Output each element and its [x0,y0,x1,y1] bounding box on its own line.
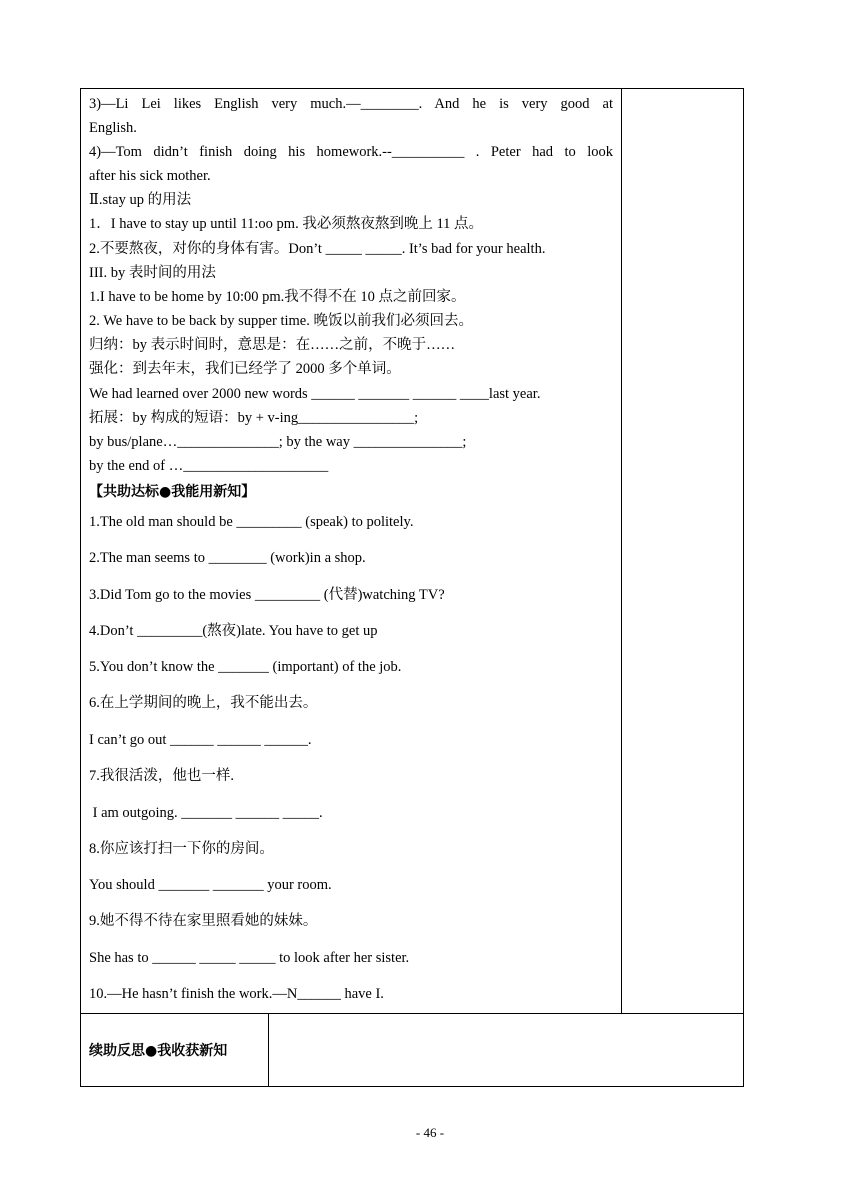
text-line: 归纳：by 表示时间时，意思是：在……之前，不晚于…… [89,337,456,353]
text-line: 强化：到去年末，我们已经学了 2000 多个单词。 [89,361,401,377]
exercise-item: I am outgoing. _______ ______ _____. [89,805,323,821]
text-line: 2.不要熬夜，对你的身体有害。Don’t _____ _____. It’s bad for your health. [89,241,546,257]
exercise-item: 7.我很活泼，他也一样. [89,768,234,784]
text-line: after his sick mother. [89,168,211,184]
exercise-item: 5.You don’t know the _______ (important) of the job. [89,659,402,675]
notes-column [622,89,743,1013]
exercise-item: 1.The old man should be _________ (speak) to politely. [89,514,414,530]
exercise-item: You should _______ _______ your room. [89,877,332,893]
reflection-area [269,1014,743,1086]
reflection-label: 续助反思●我收获新知 [81,1014,269,1086]
exercise-item: 2.The man seems to ________ (work)in a shop. [89,550,366,566]
text-line: 4)—Tom didn’t finish doing his homework.--__________ . Peter had to look [89,144,613,160]
text-line: by bus/plane…______________; by the way _______________; [89,434,467,450]
text-line: 2. We have to be back by supper time. 晚饭以前我们必须回去。 [89,313,473,329]
exercise-item: She has to ______ _____ _____ to look after her sister. [89,950,410,966]
exercise-item: 10.—He hasn’t finish the work.—N______ have I. [89,986,384,1002]
text-line: Ⅱ.stay up 的用法 [89,192,192,208]
text-line: 1.I have to be home by 10:00 pm.我不得不在 10 点之前回家。 [89,289,466,305]
text-line: 3)—Li Lei likes English very much.—________. And he is very good at [89,96,613,112]
main-content-cell [81,89,622,1013]
reflection-row [81,1013,743,1086]
text-line: We had learned over 2000 new words ______ _______ ______ ____last year. [89,386,541,402]
text-line: English. [89,120,137,136]
text-line: 拓展：by 构成的短语：by + v-ing________________; [89,410,419,426]
exercise-item: 9.她不得不待在家里照看她的妹妹。 [89,913,318,929]
exercise-item: I can’t go out ______ ______ ______. [89,732,312,748]
text-line: by the end of …____________________ [89,458,329,474]
page-number: - 46 - [415,1125,445,1140]
exercise-item: 8.你应该打扫一下你的房间。 [89,841,274,857]
exercise-item: 3.Did Tom go to the movies _________ (代替)watching TV? [89,587,445,603]
text-line: 1．I have to stay up until 11:oo pm. 我必须熬夜熬到晚上 11 点。 [89,216,484,232]
section-title: 【共助达标●我能用新知】 [89,484,256,500]
exercise-item: 6.在上学期间的晚上，我不能出去。 [89,695,318,711]
worksheet-table [80,88,744,1087]
text-line: III. by 表时间的用法 [89,265,216,281]
exercise-item: 4.Don’t _________(熬夜)late. You have to get up [89,623,378,639]
